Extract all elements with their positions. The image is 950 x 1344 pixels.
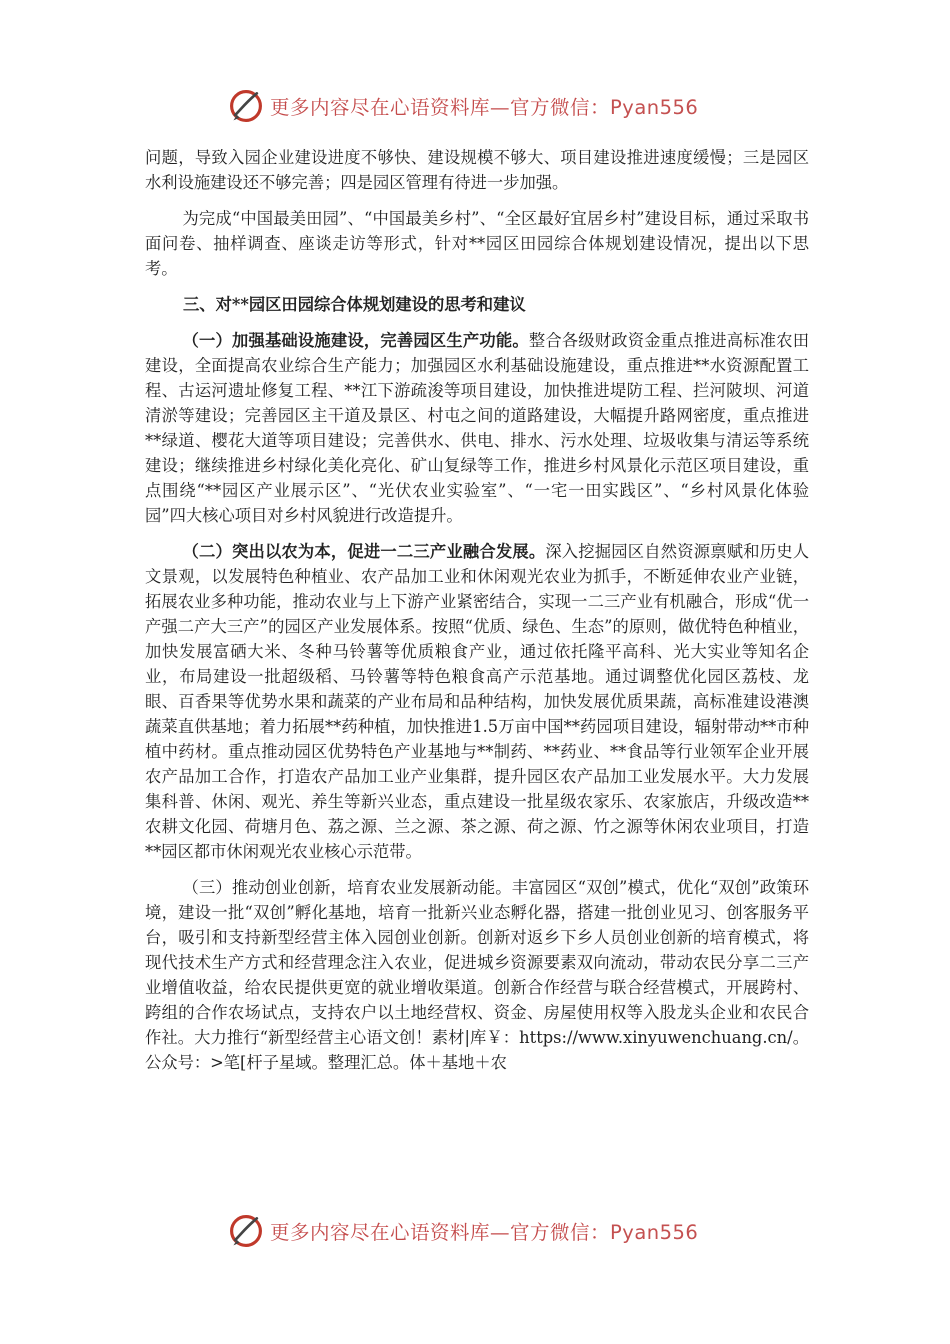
footer-watermark-banner	[228, 1211, 748, 1251]
document-body	[145, 145, 809, 1075]
paragraph-industry-integration: （二）突出以农为本，促进一二三产业融合发展。深入挖掘园区自然资源禀赋和历史人文景观，以发展特色种植业、农产品加工业和休闲观光农业为抓手，不断延伸农业产业链，拓展农业多种功能，推动农业与上下游产业紧密结合，实现一二三产业有机融合，形成“优一产强二产大三产”的园区产业发展体系。按照“优质、绿色、生态”的原则，做优特色种植业，加快发展富硒大米、冬种马铃薯等优质粮食产业，通过依托隆平高科、光大实业等知名企业，布局建设一批超级稻、马铃薯等特色粮食高产示范基地。通过调整优化园区荔枝、龙眼、百香果等优势水果和蔬菜的产业布局和品种结构，加快发展优质果蔬，高标准建设港澳蔬菜直供基地；着力拓展**药种植，加快推进1.5万亩中国**药园项目建设，辐射带动**市种植中药材。重点推动园区优势特色产业基地与**制药、**药业、**食品等行业领军企业开展农产品加工合作，打造农产品加工业产业集群，提升园区农产品加工业发展水平。大力发展集科普、休闲、观光、养生等新兴业态，重点建设一批星级农家乐、农家旅店，升级改造**农耕文化园、荷塘月色、荔之源、兰之源、茶之源、荷之源、竹之源等休闲农业项目，打造**园区都市休闲观光农业核心示范带。	[145, 542, 809, 861]
header-watermark-banner	[228, 86, 748, 126]
banner-text: 更多内容尽在心语资料库—官方微信：Pyan556	[270, 1221, 699, 1244]
brush-logo-icon	[228, 1213, 264, 1249]
subheading-2: （二）突出以农为本，促进一二三产业融合发展。	[182, 542, 546, 561]
paragraph-purpose: 为完成“中国最美田园”、“中国最美乡村”、“全区最好宜居乡村”建设目标，通过采取书面问卷、抽样调查、座谈走访等形式，针对**园区田园综合体规划建设情况，提出以下思考。	[145, 209, 809, 278]
section-heading-3: 三、对**园区田园综合体规划建设的思考和建议	[183, 295, 526, 314]
paragraph-infrastructure: （一）加强基础设施建设，完善园区生产功能。整合各级财政资金重点推进高标准农田建设，全面提高农业综合生产能力；加强园区水利基础设施建设，重点推进**水资源配置工程、古运河遗址修复工程、**江下游疏浚等项目建设，加快推进堤防工程、拦河陂坝、河道清淤等建设；完善园区主干道及景区、村屯之间的道路建设，大幅提升路网密度，重点推进**绿道、樱花大道等项目建设；完善供水、供电、排水、污水处理、垃圾收集与清运等系统建设；继续推进乡村绿化美化亮化、矿山复绿等工作，推进乡村风景化示范区项目建设，重点围绕“**园区产业展示区”、“光伏农业实验室”、“一宅一田实践区”、“乡村风景化体验园”四大核心项目对乡村风貌进行改造提升。	[145, 331, 809, 525]
banner-text: 更多内容尽在心语资料库—官方微信：Pyan556	[270, 96, 699, 119]
paragraph-innovation: （三）推动创业创新，培育农业发展新动能。丰富园区“双创”模式，优化“双创”政策环境，建设一批“双创”孵化基地，培育一批新兴业态孵化器，搭建一批创业见习、创客服务平台，吸引和支持新型经营主体入园创业创新。创新对返乡下乡人员创业创新的培育模式，将现代技术生产方式和经营理念注入农业，促进城乡资源要素双向流动，带动农民分享二三产业增值收益，给农民提供更宽的就业增收渠道。创新合作经营与联合经营模式，开展跨村、跨组的合作农场试点，支持农户以土地经营权、资金、房屋使用权等入股龙头企业和农民合作社。大力推行“新型经营主心语文创！素材|库￥：https://www.xinyuwenchuang.cn/。公众号：>笔[杆子星域。整理汇总。体＋基地＋农	[145, 878, 809, 1072]
brush-logo-icon	[228, 88, 264, 124]
paragraph-continued: 问题，导致入园企业建设进度不够快、建设规模不够大、项目建设推进速度缓慢；三是园区水利设施建设还不够完善；四是园区管理有待进一步加强。	[145, 148, 809, 192]
subheading-1: （一）加强基础设施建设，完善园区生产功能。	[182, 331, 529, 350]
